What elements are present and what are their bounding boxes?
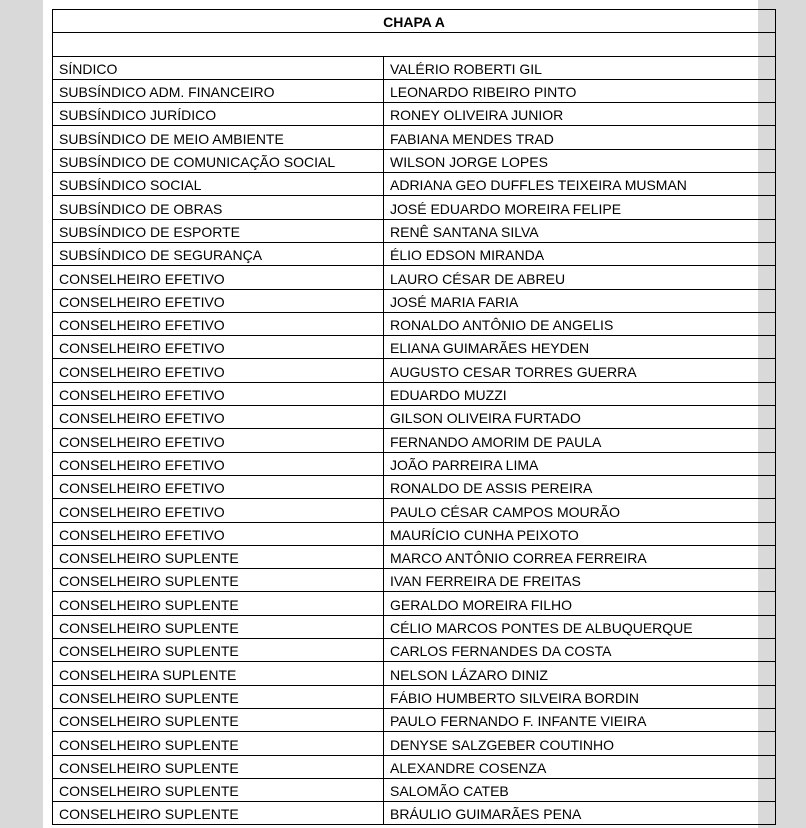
table-title: CHAPA A xyxy=(53,10,776,33)
table-row xyxy=(53,149,776,172)
table-row xyxy=(53,289,776,312)
name-cell: PAULO CÉSAR CAMPOS MOURÃO xyxy=(384,499,776,522)
role-cell: CONSELHEIRO EFETIVO xyxy=(53,336,384,359)
table-row xyxy=(53,499,776,522)
name-cell: RENÊ SANTANA SILVA xyxy=(384,219,776,242)
role-cell: CONSELHEIRO SUPLENTE xyxy=(53,732,384,755)
blank-cell xyxy=(53,33,776,56)
role-cell: CONSELHEIRO EFETIVO xyxy=(53,475,384,498)
role-cell: SUBSÍNDICO DE OBRAS xyxy=(53,196,384,219)
table-row xyxy=(53,79,776,102)
table-row xyxy=(53,778,776,801)
name-cell: LAURO CÉSAR DE ABREU xyxy=(384,266,776,289)
chapa-table xyxy=(52,9,776,825)
name-cell: JOSÉ EDUARDO MOREIRA FELIPE xyxy=(384,196,776,219)
name-cell: RONALDO DE ASSIS PEREIRA xyxy=(384,475,776,498)
name-cell: FABIANA MENDES TRAD xyxy=(384,126,776,149)
table-row xyxy=(53,522,776,545)
role-cell: CONSELHEIRO SUPLENTE xyxy=(53,569,384,592)
role-cell: SUBSÍNDICO DE ESPORTE xyxy=(53,219,384,242)
table-row xyxy=(53,336,776,359)
role-cell: CONSELHEIRO EFETIVO xyxy=(53,359,384,382)
role-cell: CONSELHEIRA SUPLENTE xyxy=(53,662,384,685)
name-cell: MAURÍCIO CUNHA PEIXOTO xyxy=(384,522,776,545)
table-row xyxy=(53,126,776,149)
name-cell: RONEY OLIVEIRA JUNIOR xyxy=(384,103,776,126)
role-cell: SUBSÍNDICO ADM. FINANCEIRO xyxy=(53,79,384,102)
role-cell: CONSELHEIRO EFETIVO xyxy=(53,406,384,429)
table-row xyxy=(53,219,776,242)
table-row xyxy=(53,755,776,778)
name-cell: EDUARDO MUZZI xyxy=(384,382,776,405)
name-cell: WILSON JORGE LOPES xyxy=(384,149,776,172)
role-cell: SUBSÍNDICO DE MEIO AMBIENTE xyxy=(53,126,384,149)
role-cell: CONSELHEIRO EFETIVO xyxy=(53,312,384,335)
role-cell: CONSELHEIRO SUPLENTE xyxy=(53,592,384,615)
name-cell: GILSON OLIVEIRA FURTADO xyxy=(384,406,776,429)
table-row xyxy=(53,639,776,662)
table-row xyxy=(53,802,776,825)
table-row xyxy=(53,615,776,638)
name-cell: RONALDO ANTÔNIO DE ANGELIS xyxy=(384,312,776,335)
role-cell: CONSELHEIRO EFETIVO xyxy=(53,382,384,405)
table-row xyxy=(53,382,776,405)
name-cell: ELIANA GUIMARÃES HEYDEN xyxy=(384,336,776,359)
name-cell: FÁBIO HUMBERTO SILVEIRA BORDIN xyxy=(384,685,776,708)
role-cell: CONSELHEIRO EFETIVO xyxy=(53,499,384,522)
role-cell: CONSELHEIRO EFETIVO xyxy=(53,452,384,475)
blank-row xyxy=(53,33,776,56)
name-cell: JOSÉ MARIA FARIA xyxy=(384,289,776,312)
table-body xyxy=(53,10,776,825)
role-cell: CONSELHEIRO EFETIVO xyxy=(53,429,384,452)
table-row xyxy=(53,569,776,592)
role-cell: CONSELHEIRO SUPLENTE xyxy=(53,708,384,731)
role-cell: CONSELHEIRO SUPLENTE xyxy=(53,639,384,662)
table-row xyxy=(53,662,776,685)
name-cell: BRÁULIO GUIMARÃES PENA xyxy=(384,802,776,825)
role-cell: CONSELHEIRO SUPLENTE xyxy=(53,755,384,778)
role-cell: CONSELHEIRO EFETIVO xyxy=(53,266,384,289)
table-row xyxy=(53,685,776,708)
table-row xyxy=(53,312,776,335)
role-cell: CONSELHEIRO SUPLENTE xyxy=(53,545,384,568)
name-cell: DENYSE SALZGEBER COUTINHO xyxy=(384,732,776,755)
table-row xyxy=(53,708,776,731)
name-cell: IVAN FERREIRA DE FREITAS xyxy=(384,569,776,592)
role-cell: SUBSÍNDICO JURÍDICO xyxy=(53,103,384,126)
role-cell: SUBSÍNDICO SOCIAL xyxy=(53,173,384,196)
name-cell: VALÉRIO ROBERTI GIL xyxy=(384,56,776,79)
name-cell: CARLOS FERNANDES DA COSTA xyxy=(384,639,776,662)
name-cell: LEONARDO RIBEIRO PINTO xyxy=(384,79,776,102)
name-cell: SALOMÃO CATEB xyxy=(384,778,776,801)
table-row xyxy=(53,103,776,126)
role-cell: CONSELHEIRO EFETIVO xyxy=(53,522,384,545)
title-row xyxy=(53,10,776,33)
name-cell: PAULO FERNANDO F. INFANTE VIEIRA xyxy=(384,708,776,731)
table-row xyxy=(53,429,776,452)
name-cell: ADRIANA GEO DUFFLES TEIXEIRA MUSMAN xyxy=(384,173,776,196)
role-cell: CONSELHEIRO SUPLENTE xyxy=(53,778,384,801)
table-row xyxy=(53,56,776,79)
name-cell: ALEXANDRE COSENZA xyxy=(384,755,776,778)
name-cell: FERNANDO AMORIM DE PAULA xyxy=(384,429,776,452)
table-row xyxy=(53,242,776,265)
role-cell: CONSELHEIRO SUPLENTE xyxy=(53,685,384,708)
role-cell: SUBSÍNDICO DE SEGURANÇA xyxy=(53,242,384,265)
name-cell: ÉLIO EDSON MIRANDA xyxy=(384,242,776,265)
role-cell: CONSELHEIRO SUPLENTE xyxy=(53,802,384,825)
name-cell: MARCO ANTÔNIO CORREA FERREIRA xyxy=(384,545,776,568)
table-row xyxy=(53,592,776,615)
table-row xyxy=(53,406,776,429)
table-row xyxy=(53,732,776,755)
table-row xyxy=(53,173,776,196)
name-cell: NELSON LÁZARO DINIZ xyxy=(384,662,776,685)
role-cell: CONSELHEIRO SUPLENTE xyxy=(53,615,384,638)
name-cell: CÉLIO MARCOS PONTES DE ALBUQUERQUE xyxy=(384,615,776,638)
table-row xyxy=(53,196,776,219)
name-cell: JOÃO PARREIRA LIMA xyxy=(384,452,776,475)
table-row xyxy=(53,359,776,382)
table-row xyxy=(53,266,776,289)
name-cell: GERALDO MOREIRA FILHO xyxy=(384,592,776,615)
role-cell: SÍNDICO xyxy=(53,56,384,79)
role-cell: SUBSÍNDICO DE COMUNICAÇÃO SOCIAL xyxy=(53,149,384,172)
table-row xyxy=(53,475,776,498)
table-row xyxy=(53,545,776,568)
name-cell: AUGUSTO CESAR TORRES GUERRA xyxy=(384,359,776,382)
role-cell: CONSELHEIRO EFETIVO xyxy=(53,289,384,312)
table-row xyxy=(53,452,776,475)
